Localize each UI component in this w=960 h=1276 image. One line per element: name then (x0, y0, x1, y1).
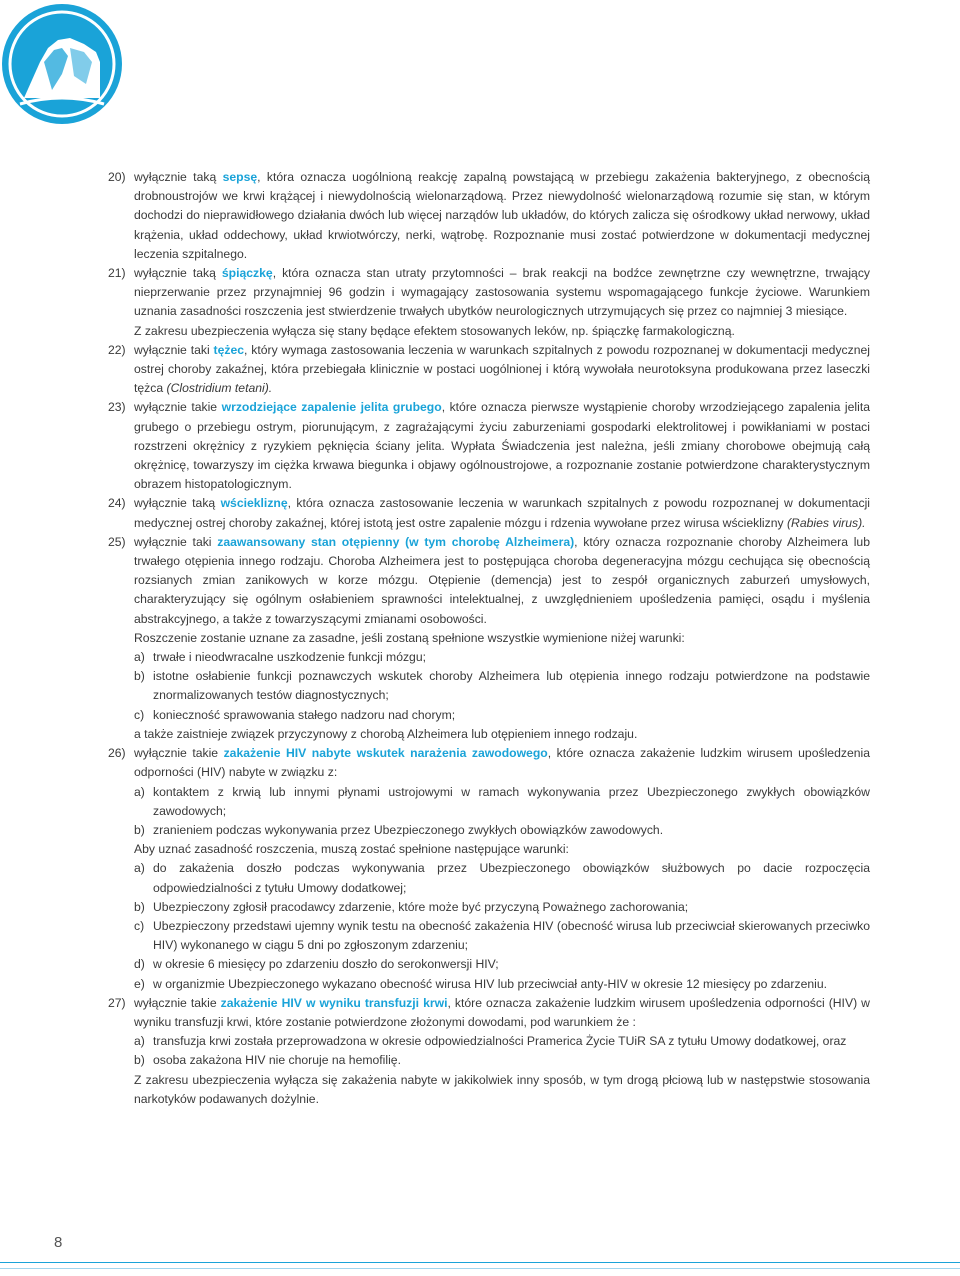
sub-item-letter: b) (134, 1053, 145, 1068)
item-text: wyłącznie taką (134, 170, 223, 184)
item-text: , które oznacza pierwsze wystąpienie choroby wrzodziejącego zapalenia jelita grubego o przebiegu ostrym, piorunującym, z zagrażającymi życiu zaburzeniami gospodarki elektrolitowej i powikłaniami w postaci rozstrzeni okrężnicy z ryzykiem pęknięcia ściany jelita. Wypłata Świadczenia jest należna, jeśli zmiany chorobowe obejmują całą okrężnicę, towarzyszy im ciężka krwawa biegunka i objawy ogólnoustrojowe, a rozpoznanie zostanie potwierdzone charakterystycznym obrazem histopatologicznym. (134, 400, 870, 492)
exclusion-note: Z zakresu ubezpieczenia wyłącza się zakażenia nabyte w jakikolwiek inny sposób, w tym drogą płciową lub w następstwie stosowania narkotyków podawanych dożylnie. (134, 1072, 870, 1106)
highlighted-term: śpiączkę (221, 266, 273, 281)
list-item (108, 494, 870, 532)
sub-item-letter: c) (134, 707, 145, 722)
item-number: 25) (108, 534, 126, 549)
list-item (108, 168, 870, 264)
sub-item-text: transfuzja krwi została przeprowadzona w okresie odpowiedzialności Pramerica Życie TUiR SA z tytułu Umowy dodatkowej, oraz (153, 1034, 847, 1049)
sub-item-letter: c) (134, 918, 145, 933)
item-text: wyłącznie taką (134, 266, 222, 281)
item-extra-text: Z zakresu ubezpieczenia wyłącza się stany będące efektem stosowanych leków, np. śpiączkę farmakologiczną. (134, 323, 735, 338)
sub-item (108, 1051, 870, 1070)
highlighted-term: tężec (213, 342, 245, 357)
sub-item-text: zranieniem podczas wykonywania przez Ubezpieczonego zwykłych obowiązków zawodowych. (153, 822, 664, 837)
sub-item-letter: b) (134, 822, 145, 837)
conditions-intro: Roszczenie zostanie uznane za zasadne, jeśli zostaną spełnione wszystkie wymienione niżej warunki: (134, 630, 685, 645)
item-number: 23) (108, 400, 126, 415)
sub-item-letter: a) (134, 784, 145, 799)
list-item (108, 533, 870, 629)
item-text: wyłącznie taką (134, 496, 221, 511)
item-number: 26) (108, 746, 126, 761)
highlighted-term: wrzodziejące zapalenie jelita grubego (221, 400, 442, 415)
item-text: wyłącznie taki (134, 534, 218, 549)
footer-divider (0, 1262, 960, 1263)
item-text: , który wymaga zastosowania leczenia w warunkach szpitalnych z powodu rozpoznanej w dokumentacji medycznej ostrej choroby zakaźnej, która przebiegała klinicznie w postaci uogólnionej i którą wywołała neurotoksyna produkowana przez laseczki tężca (134, 342, 870, 396)
highlighted-term: zaawansowany stan otępienny (w tym chorobę Alzheimera) (217, 534, 575, 549)
sub-item (108, 975, 870, 994)
logo (0, 0, 130, 140)
sub-item-text: Ubezpieczony zgłosił pracodawcy zdarzenie, które może być przyczyną Poważnego zachorowania; (153, 899, 689, 914)
item-text: , która oznacza uogólnioną reakcję zapalną powstającą w przebiegu zakażenia bakteryjnego, z obecnością drobnoustrojów we krwi krążącej i niewydolnością wielonarządową. Przez niewydolność wielonarządową rozumie się stan, w którym dochodzi do nieprawidłowego działania dwóch lub więcej narządów lub układów, do których zalicza się ośrodkowy układ nerwowy, układ krążenia, układ oddechowy, układ krwiotwórczy, nerki, wątrobę. Rozpoznanie musi zostać potwierdzone w dokumentacji medycznej leczenia szpitalnego. (134, 170, 870, 261)
item-text: , które oznacza zakażenie ludzkim wirusem upośledzenia odporności (HIV) nabyte w związku z: (134, 746, 870, 780)
sub-item-letter: b) (134, 669, 145, 684)
sub-item-letter: a) (134, 861, 145, 876)
item-text: wyłącznie takie (134, 995, 221, 1010)
sub-item-text: Ubezpieczony przedstawi ujemny wynik testu na obecność zakażenia HIV (obecność wirusa lub przeciwciał skierowanych przeciwko HIV) wykonanego w ciągu 5 dni po zgłoszonym zdarzeniu; (153, 918, 870, 953)
sub-item (108, 898, 870, 917)
list-item (108, 994, 870, 1032)
document-body (108, 168, 870, 1109)
sub-item (108, 706, 870, 725)
item-text: , która oznacza stan utraty przytomności – brak reakcji na bodźce zewnętrzne czy wewnętrzne, trwający nieprzerwanie przez przynajmniej 96 godzin i wymagający zastosowania systemu wspomagającego funkcje życiowe. Warunkiem uznania zasadności roszczenia jest stwierdzenie trwałych ubytków neurologicznych utrzymujących się przez co najmniej 3 miesiące. (134, 266, 871, 319)
item-number: 24) (108, 496, 126, 511)
latin-name: (Clostridium tetani). (166, 381, 273, 396)
highlighted-term: wściekliznę (220, 496, 288, 511)
latin-name: (Rabies virus). (787, 515, 866, 530)
sub-item (108, 917, 870, 955)
sub-item-text: konieczność sprawowania stałego nadzoru nad chorym; (153, 707, 456, 722)
highlighted-term: sepsę (222, 170, 258, 184)
page-number: 8 (54, 1234, 63, 1251)
list-item (108, 744, 870, 782)
item-number: 22) (108, 342, 126, 357)
sub-item-letter: d) (134, 957, 145, 972)
list-item (108, 398, 870, 494)
highlighted-term: zakażenie HIV nabyte wskutek narażenia zawodowego (223, 746, 548, 761)
sub-item (108, 821, 870, 840)
conditions-intro: Aby uznać zasadność roszczenia, muszą zostać spełnione następujące warunki: (134, 842, 569, 857)
prudential-rock-logo-icon (0, 0, 130, 140)
sub-item (108, 667, 870, 705)
list-item (108, 264, 870, 341)
sub-item-text: w okresie 6 miesięcy po zdarzeniu doszło do serokonwersji HIV; (153, 957, 499, 972)
highlighted-term: zakażenie HIV w wyniku transfuzji krwi (220, 995, 448, 1010)
item-number: 21) (108, 266, 126, 281)
item-text: , która oznacza zastosowanie leczenia w warunkach szpitalnych z powodu rozpoznanej w dokumentacji medycznej ostrej choroby zakaźnej, której istotą jest ostre zapalenie mózgu i rdzenia wywołane przez wirusa wścieklizny (134, 496, 870, 530)
sub-item (108, 783, 870, 821)
sub-item-letter: a) (134, 1034, 145, 1049)
sub-item-text: osoba zakażona HIV nie choruje na hemofilię. (153, 1053, 401, 1068)
sub-item-text: do zakażenia doszło podczas wykonywania przez Ubezpieczonego obowiązków służbowych po dacie rozpoczęcia odpowiedzialności z tytułu Umowy dodatkowej; (153, 861, 870, 895)
sub-item-letter: b) (134, 899, 145, 914)
sub-item (108, 859, 870, 897)
item-text: wyłącznie taki (134, 342, 214, 357)
sub-item-text: kontaktem z krwią lub innymi płynami ustrojowymi w ramach wykonywania przez Ubezpieczonego zwykłych obowiązków zawodowych; (153, 784, 870, 818)
conditions-outro: a także zaistnieje związek przyczynowy z chorobą Alzheimera lub otępieniem innego rodzaju. (134, 726, 638, 741)
sub-item (108, 1032, 870, 1051)
sub-item (108, 648, 870, 667)
list-item (108, 341, 870, 399)
sub-item (108, 955, 870, 974)
item-text: , który oznacza rozpoznanie choroby Alzheimera lub trwałego otępienia innego rodzaju. Choroba Alzheimera jest to postępująca choroba degeneracyjna mózgu cechująca się obecnością rozsianych zmian zanikowych w korze mózgu. Otępienie (demencja) jest to zespół organicznych zaburzeń umysłowych, charakteryzujący się ogólnym osłabieniem sprawności intelektualnej, z uwzględnieniem upośledzenia pamięci, osądu i myślenia abstrakcyjnego, a także z towarzyszącymi zmianami osobowości. (134, 534, 870, 626)
item-text: wyłącznie takie (134, 400, 222, 415)
item-number: 20) (108, 170, 126, 184)
sub-item-text: w organizmie Ubezpieczonego wykazano obecność wirusa HIV lub przeciwciał anty-HIV w okresie 12 miesięcy po zdarzeniu. (153, 976, 828, 991)
sub-item-letter: e) (134, 976, 145, 991)
sub-item-text: trwałe i nieodwracalne uszkodzenie funkcji mózgu; (153, 650, 427, 665)
sub-item-text: istotne osłabienie funkcji poznawczych wskutek choroby Alzheimera lub otępienia innego rodzaju potwierdzone na podstawie znormalizowanych testów diagnostycznych; (153, 669, 870, 703)
footer-divider (0, 1268, 960, 1269)
item-number: 27) (108, 995, 126, 1010)
sub-item-letter: a) (134, 650, 145, 665)
item-text: , które oznacza zakażenie ludzkim wirusem upośledzenia odporności (HIV) w wyniku transfuzji krwi, które zostanie potwierdzone złożonymi dowodami, pod warunkiem że : (134, 995, 870, 1029)
item-text: wyłącznie takie (134, 746, 224, 761)
